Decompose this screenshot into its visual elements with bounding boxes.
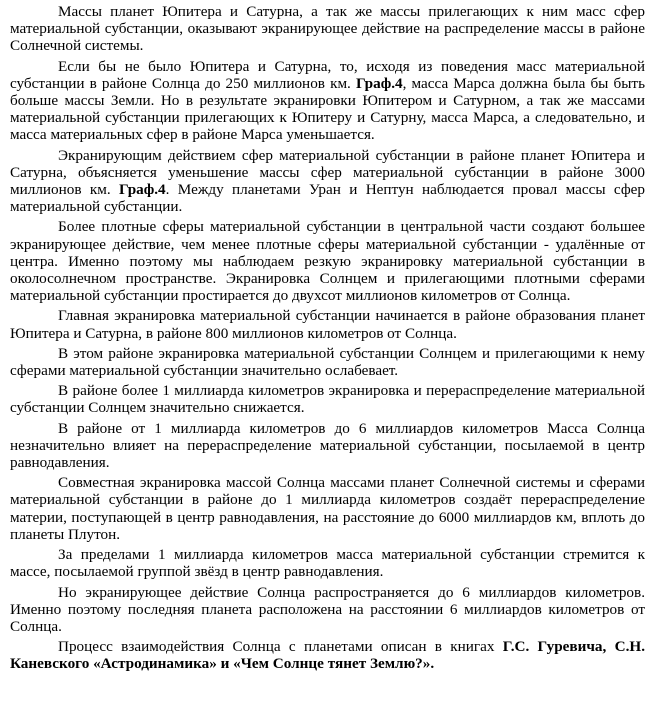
paragraph-9 [10, 474, 645, 543]
paragraph-8 [10, 420, 645, 472]
paragraph-6 [10, 345, 645, 379]
text-run: В районе от 1 миллиарда километров до 6 миллиардов километров Масса Солнца незначительно влияет на перераспределение материальной субстанции, посылаемой в центр равнодавления. [10, 419, 645, 472]
text-run: Более плотные сферы материальной субстанции в центральной части создают большее экранирующее действие, чем менее плотные сферы материальной субстанции - удалённые от центра. Именно поэтому мы наблюдаем резкую экранировку материальной субстанции в околосолнечном пространстве. Экранировка Солнцем и прилегающими плотными сферами материальной субстанции простирается до двухсот миллионов километров от Солнца. [10, 218, 645, 305]
paragraph-12 [10, 638, 645, 672]
graph-reference: Граф.4 [355, 74, 403, 92]
text-run: . Между планетами Уран и Нептун наблюдается провал массы сфер материальной субстанции. [10, 181, 645, 216]
text-run: Совместная экранировка массой Солнца массами планет Солнечной системы и сферами материальной субстанции в районе до 1 миллиарда километров создаёт перераспределение материи, поступающей в центр равнодавления, на расстояние до 6000 миллиардов км, вплоть до планеты Плутон. [10, 474, 645, 543]
paragraph-1 [10, 3, 645, 55]
paragraph-5 [10, 307, 645, 341]
paragraph-2 [10, 58, 645, 144]
paragraph-4 [10, 218, 645, 304]
paragraph-3 [10, 147, 645, 216]
paragraph-11 [10, 584, 645, 636]
text-run: Массы планет Юпитера и Сатурна, а так же массы прилегающих к ним масс сфер материальной субстанции, оказывают экранирующее действие на распределение массы в районе Солнечной системы. [10, 3, 645, 55]
text-run: За пределами 1 миллиарда километров масса материальной субстанции стремится к массе, посылаемой группой звёзд в центр равнодавления. [10, 546, 645, 581]
text-run: Экранирующим действием сфер материальной субстанции в районе планет Юпитера и Сатурна, объясняется уменьшение массы сфер материальной субстанции в районе 3000 миллионов км. [10, 146, 645, 199]
paragraph-7 [10, 382, 645, 416]
book-reference: Г.С. Гуревича, С.Н. Каневского «Астродинамика» и «Чем Солнце тянет Землю?». [10, 638, 645, 673]
text-run: Процесс взаимодействия Солнца с планетами описан в книгах [58, 638, 503, 656]
text-run: Но экранирующее действие Солнца распространяется до 6 миллиардов километров. Именно поэтому последняя планета расположена на расстоянии 6 миллиардов километров от Солнца. [10, 583, 645, 635]
text-run: В районе более 1 миллиарда километров экранировка и перераспределение материальной субстанции Солнцем значительно снижается. [10, 382, 645, 417]
text-run: В этом районе экранировка материальной субстанции Солнцем и прилегающими к нему сферами материальной субстанции значительно ослабевает. [10, 344, 645, 380]
text-run: , масса Марса должна была бы быть больше массы Земли. Но в результате экранировки Юпитером и Сатурном, а так же массами материальной субстанции прилегающих к Юпитеру и Сатурну, масса Марса, а следовательно, и масса материальных сфер в районе Марса уменьшается. [10, 74, 645, 144]
paragraph-10 [10, 546, 645, 580]
graph-reference: Граф.4 [119, 181, 166, 199]
text-run: Главная экранировка материальной субстанции начинается в районе образования планет Юпитера и Сатурна, в районе 800 миллионов километров от Солнца. [10, 307, 645, 342]
text-run: Если бы не было Юпитера и Сатурна, то, исходя из поведения масс материальной субстанции в районе Солнца до 250 миллионов км. [10, 57, 645, 92]
